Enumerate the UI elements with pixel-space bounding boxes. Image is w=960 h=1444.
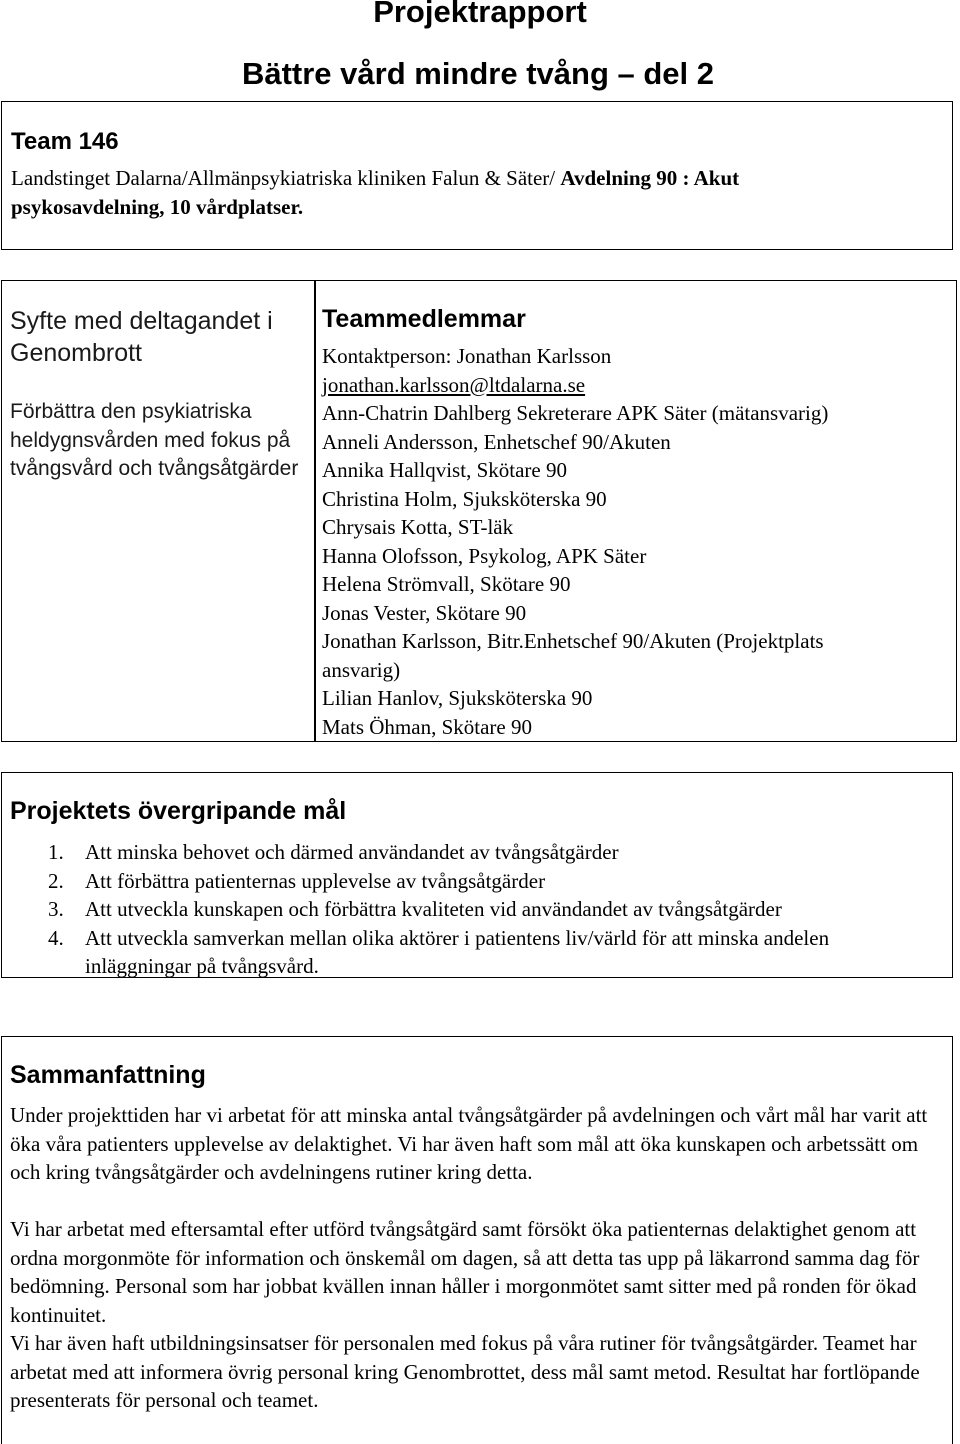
goal-text: Att minska behovet och därmed användandet av tvångsåtgärder bbox=[85, 840, 619, 864]
purpose-heading: Syfte med deltagandet i Genombrott bbox=[10, 307, 273, 367]
member-item: Helena Strömvall, Skötare 90 bbox=[322, 572, 571, 596]
summary-paragraph: Vi har även haft utbildningsinsatser för personalen med fokus på våra rutiner för tvångsåtgärder. Teamet har arbetat med att informera övrig personal kring Genombrottet, dess mål samt metod. Resultat har fortlöpande presenterats för personal och teamet. bbox=[10, 1331, 920, 1412]
summary-paragraph: Under projekttiden har vi arbetat för att minska antal tvångsåtgärder på avdelningen och vårt mål har varit att öka våra patienters upplevelse av delaktighet. Vi har även haft som mål att öka kunskapen och arbetssätt om och kring tvångsåtgärder och avdelningens rutiner kring detta. bbox=[10, 1103, 928, 1184]
goal-text: Att utveckla samverkan mellan olika aktörer i patientens liv/värld för att minska andelen inläggningar på tvångsvård. bbox=[85, 925, 830, 978]
goal-item bbox=[48, 895, 928, 924]
members-heading: Teammedlemmar bbox=[322, 305, 526, 333]
goal-number: 1. bbox=[48, 840, 64, 864]
report-title: Projektrapport bbox=[373, 0, 587, 29]
member-item: Hanna Olofsson, Psykolog, APK Säter bbox=[322, 543, 647, 568]
contact-email-link[interactable]: jonathan.karlsson@ltdalarna.se bbox=[322, 372, 586, 397]
member-item: Annika Hallqvist, Skötare 90 bbox=[322, 458, 567, 482]
member-item: Jonathan Karlsson, Bitr.Enhetschef 90/Akuten (Projektplats bbox=[322, 629, 824, 653]
goal-item bbox=[48, 867, 928, 896]
members-cell bbox=[314, 280, 957, 742]
goal-number: 4. bbox=[48, 925, 64, 950]
goals-heading: Projektets övergripande mål bbox=[10, 797, 347, 825]
goal-number: 3. bbox=[48, 897, 64, 921]
goal-text: Att förbättra patienternas upplevelse av tvångsåtgärder bbox=[85, 868, 546, 893]
team-section bbox=[1, 101, 953, 250]
member-item: Ann-Chatrin Dahlberg Sekreterare APK Säter (mätansvarig) bbox=[322, 401, 829, 425]
summary-paragraph: Vi har arbetat med eftersamtal efter utförd tvångsåtgärd samt försökt öka patienternas delaktighet genom att ordna morgonmöte för information och önskemål om dagen, så att detta tas upp på läkarrond samma dag för bedömning. Personal som har jobbat kvällen innan håller i morgonmötet samt sitter med på ronden för ökad kontinuitet. bbox=[10, 1217, 920, 1327]
team-ward-capacity: psykosavdelning, 10 vårdplatser. bbox=[11, 195, 304, 219]
purpose-text: Förbättra den psykiatriska heldygnsvården med fokus på tvångsvård och tvångsåtgärder bbox=[10, 400, 299, 480]
member-item: Anneli Andersson, Enhetschef 90/Akuten bbox=[322, 429, 671, 454]
team-organization-line-2 bbox=[11, 193, 303, 221]
member-item: Chrysais Kotta, ST-läk bbox=[322, 515, 514, 539]
summary-body bbox=[10, 1101, 948, 1415]
member-item: Jonas Vester, Skötare 90 bbox=[322, 600, 527, 625]
contact-person: Kontaktperson: Jonathan Karlsson bbox=[322, 344, 612, 368]
report-subtitle: Bättre vård mindre tvång – del 2 bbox=[241, 56, 715, 91]
members-list bbox=[322, 342, 952, 741]
summary-section bbox=[1, 1036, 953, 1444]
member-item: Mats Öhman, Skötare 90 bbox=[322, 714, 532, 739]
goal-item bbox=[48, 838, 928, 867]
team-name: Team 146 bbox=[11, 128, 119, 155]
summary-heading: Sammanfattning bbox=[10, 1061, 206, 1089]
team-organization-line-1 bbox=[11, 164, 739, 192]
member-item: Lilian Hanlov, Sjuksköterska 90 bbox=[322, 686, 593, 710]
team-ward-text: Avdelning 90 : Akut bbox=[560, 166, 740, 190]
goal-text: Att utveckla kunskapen och förbättra kvaliteten vid användandet av tvångsåtgärder bbox=[85, 897, 782, 921]
goal-number: 2. bbox=[48, 868, 64, 893]
member-item: Christina Holm, Sjuksköterska 90 bbox=[322, 486, 607, 511]
goal-item bbox=[48, 924, 928, 981]
purpose-cell bbox=[1, 280, 316, 742]
goals-section bbox=[1, 772, 953, 978]
member-item: ansvarig) bbox=[322, 657, 401, 682]
goals-list bbox=[48, 838, 928, 981]
team-organization-text: Landstinget Dalarna/Allmänpsykiatriska kliniken Falun & Säter/ bbox=[11, 166, 561, 190]
